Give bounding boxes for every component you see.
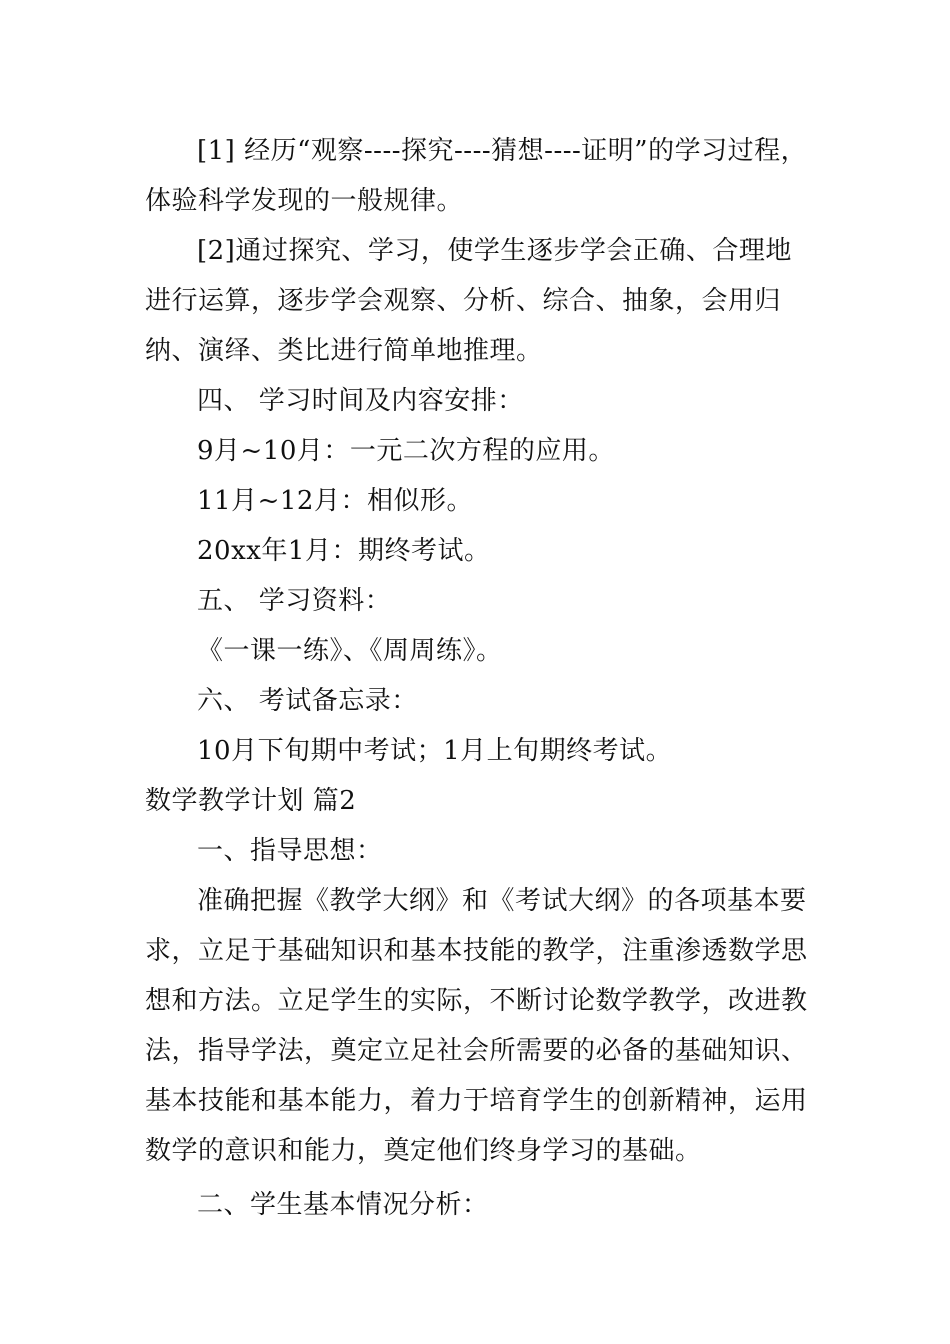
plan-title-2: 数学教学计划 篇2 — [145, 786, 357, 816]
exam-dates: 10月下旬期中考试；1月上旬期终考试。 — [197, 736, 673, 766]
materials-list: 《一课一练》、《周周练》。 — [197, 636, 503, 666]
schedule-item-nov-dec: 11月~12月：相似形。 — [197, 486, 473, 516]
section-heading-students: 二、学生基本情况分析： — [197, 1190, 489, 1220]
paragraph-goal-2: [2]通过探究、学习，使学生逐步学会正确、合理地进行运算，逐步学会观察、分析、综合、抽象，会用归纳、演绎、类比进行简单地推理。 — [145, 236, 792, 366]
document-body — [145, 126, 810, 1230]
section-heading-schedule: 四、 学习时间及内容安排： — [197, 386, 524, 416]
schedule-item-sep-oct: 9月~10月：一元二次方程的应用。 — [197, 436, 615, 466]
paragraph-goal-1: [1] 经历“观察----探究----猜想----证明”的学习过程，体验科学发现的一般规律。 — [145, 136, 808, 216]
section-heading-materials: 五、 学习资料： — [197, 586, 392, 616]
guiding-thought-paragraph: 准确把握《教学大纲》和《考试大纲》的各项基本要求，立足于基础知识和基本技能的教学，注重渗透数学思想和方法。立足学生的实际，不断讨论数学教学，改进教法，指导学法，奠定立足社会所需要的必备的基础知识、基本技能和基本能力，着力于培育学生的创新精神，运用数学的意识和能力，奠定他们终身学习的基础。 — [145, 886, 808, 1166]
schedule-item-jan: 20xx年1月：期终考试。 — [197, 536, 491, 566]
section-heading-guiding: 一、指导思想： — [197, 836, 383, 866]
section-heading-exams: 六、 考试备忘录： — [197, 686, 418, 716]
